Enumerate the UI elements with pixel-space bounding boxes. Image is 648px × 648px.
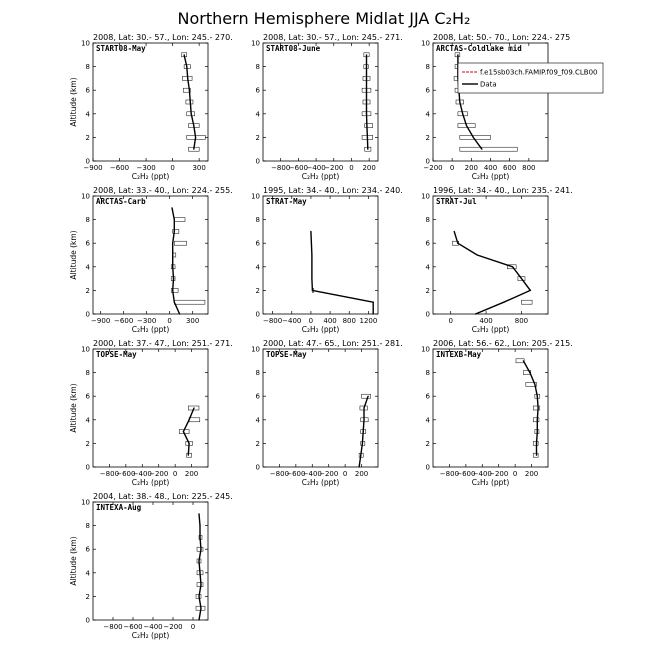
data-point [537, 419, 538, 420]
x-tick-label: −400 [302, 470, 322, 478]
panel-header: 2006, Lat: 56.- 62., Lon: 205.- 215. [433, 339, 573, 348]
y-axis-label: Altitude (km) [69, 383, 78, 433]
data-point [189, 90, 190, 91]
range-box [189, 418, 200, 422]
plot-frame [263, 43, 378, 161]
x-tick-label: −600 [288, 164, 309, 172]
data-line [311, 231, 373, 314]
x-tick-label: 200 [464, 164, 479, 172]
plot-frame [93, 349, 208, 467]
data-point [366, 78, 367, 79]
legend [458, 63, 603, 93]
x-tick-label: 200 [184, 470, 199, 478]
x-tick-label: −400 [306, 164, 326, 172]
panel-header: 2008, Lat: 50.- 70., Lon: 224.- 275 [433, 33, 571, 42]
x-tick-label: −200 [149, 470, 169, 478]
range-box [365, 124, 373, 128]
plot-frame [93, 196, 208, 314]
range-box [186, 100, 193, 104]
y-tick-label: 0 [425, 310, 430, 319]
x-tick-label: −600 [123, 623, 143, 631]
y-tick-label: 8 [85, 216, 90, 225]
plot-frame [433, 196, 548, 314]
y-tick-label: 10 [81, 39, 90, 48]
y-tick-label: 8 [425, 216, 430, 225]
x-tick-label: −200 [324, 164, 344, 172]
x-tick-label: −800 [262, 317, 283, 325]
x-axis-label: C₂H₂ (ppt) [471, 325, 510, 334]
x-tick-label: −400 [472, 470, 492, 478]
data-point [198, 596, 199, 597]
data-point [481, 149, 482, 150]
panel-label: TOPSE-May [266, 350, 307, 359]
data-point [193, 149, 194, 150]
y-tick-label: 6 [255, 86, 260, 95]
data-point [363, 431, 364, 432]
x-tick-label: −800 [271, 164, 291, 172]
data-point [529, 372, 530, 373]
data-point [199, 525, 200, 526]
data-point [473, 137, 474, 138]
data-point [538, 407, 539, 408]
plot-frame [93, 502, 208, 620]
data-line [454, 231, 530, 314]
panel-6 [421, 186, 573, 334]
x-tick-label: 800 [514, 317, 529, 325]
x-tick-label: −600 [109, 164, 130, 172]
y-tick-label: 2 [425, 286, 430, 295]
data-point [367, 137, 368, 138]
data-line [172, 208, 180, 314]
data-point [190, 101, 191, 102]
y-tick-label: 4 [85, 263, 90, 272]
data-point [191, 113, 192, 114]
x-axis-label: C₂H₂ (ppt) [301, 478, 340, 487]
data-point [172, 254, 173, 255]
x-tick-label: −200 [423, 164, 443, 172]
data-point [172, 290, 173, 291]
x-tick-label: −900 [83, 164, 103, 172]
panel-header: 2008, Lat: 30.- 57., Lon: 245.- 270. [93, 33, 233, 42]
x-tick-label: 200 [354, 470, 369, 478]
range-box [533, 418, 539, 422]
data-point [189, 419, 190, 420]
data-point [503, 302, 504, 303]
range-box [521, 300, 532, 304]
x-tick-label: −200 [489, 470, 509, 478]
y-tick-label: 8 [85, 369, 90, 378]
x-tick-label: 400 [483, 164, 498, 172]
data-point [310, 231, 311, 232]
data-point [367, 149, 368, 150]
x-tick-label: −600 [456, 470, 476, 478]
y-tick-label: 2 [85, 286, 90, 295]
data-point [311, 266, 312, 267]
y-tick-label: 10 [421, 192, 430, 201]
panel-grid [69, 33, 603, 640]
data-point [523, 360, 524, 361]
y-tick-label: 4 [425, 110, 430, 119]
data-point [193, 125, 194, 126]
x-axis-label: C₂H₂ (ppt) [131, 172, 170, 181]
data-point [200, 608, 201, 609]
panel-header: 2008, Lat: 30.- 57., Lon: 245.- 271. [263, 33, 403, 42]
panel-label: TOPSE-May [96, 350, 137, 359]
panel-7 [69, 339, 233, 487]
x-tick-label: −400 [143, 623, 163, 631]
data-point [184, 54, 185, 55]
data-point [462, 113, 463, 114]
y-tick-label: 4 [255, 110, 260, 119]
x-tick-label: 0 [512, 470, 518, 478]
y-tick-label: 8 [255, 216, 260, 225]
x-tick-label: 0 [170, 164, 175, 172]
x-tick-label: −800 [269, 470, 290, 478]
panel-label: INTEXA-Aug [96, 503, 142, 512]
x-tick-label: −800 [439, 470, 460, 478]
x-tick-label: 300 [192, 164, 206, 172]
data-point [179, 313, 180, 314]
panel-header: 2000, Lat: 47.- 65., Lon: 251.- 281. [263, 339, 403, 348]
plot-frame [433, 43, 548, 161]
data-point [475, 313, 476, 314]
data-point [198, 513, 199, 514]
data-point [366, 90, 367, 91]
y-tick-label: 8 [255, 63, 260, 72]
panel-header: 2004, Lat: 38.- 48., Lon: 225.- 245. [93, 492, 233, 501]
y-tick-label: 8 [255, 369, 260, 378]
panel-8 [251, 339, 403, 487]
x-tick-label: 800 [522, 164, 536, 172]
panel-label: START08-June [266, 44, 321, 53]
y-tick-label: 0 [425, 157, 430, 166]
y-tick-label: 0 [255, 157, 260, 166]
x-tick-label: −600 [114, 317, 134, 325]
panel-label: ARCTAS-Carb [96, 197, 146, 206]
plot-frame [433, 349, 548, 467]
y-tick-label: 4 [425, 416, 430, 425]
data-point [373, 302, 374, 303]
x-tick-label: 1200 [359, 317, 378, 325]
panel-header: 1995, Lat: 34.- 40., Lon: 234.- 240. [263, 186, 403, 195]
y-tick-label: 4 [85, 110, 90, 119]
data-point [360, 455, 361, 456]
x-axis-label: C₂H₂ (ppt) [131, 478, 170, 487]
y-tick-label: 6 [425, 86, 430, 95]
y-tick-label: 6 [85, 545, 90, 554]
data-point [366, 113, 367, 114]
panel-5 [251, 186, 403, 334]
data-point [311, 254, 312, 255]
data-point [521, 278, 522, 279]
x-axis-label: C₂H₂ (ppt) [131, 325, 170, 334]
range-box [197, 547, 203, 551]
range-box [533, 441, 538, 445]
x-axis-label: C₂H₂ (ppt) [301, 172, 340, 181]
data-point [188, 455, 189, 456]
data-point [172, 266, 173, 267]
y-tick-label: 0 [85, 310, 90, 319]
data-point [457, 54, 458, 55]
data-point [311, 278, 312, 279]
panel-label: ARCTAS-Coldlake mid [436, 44, 522, 53]
panel-9 [421, 339, 573, 487]
y-tick-label: 6 [255, 239, 260, 248]
x-tick-label: 200 [362, 164, 376, 172]
range-box [187, 453, 192, 457]
plot-frame [263, 196, 378, 314]
range-box [362, 394, 371, 398]
panel-label: STRAT-Jul [436, 197, 477, 206]
data-point [173, 278, 174, 279]
legend-data-label: Data [480, 80, 497, 89]
x-tick-label: 0 [342, 470, 348, 478]
y-tick-label: 0 [255, 463, 260, 472]
data-point [199, 537, 200, 538]
y-tick-label: 10 [81, 345, 90, 354]
data-point [311, 243, 312, 244]
y-tick-label: 4 [85, 569, 90, 578]
x-tick-label: 600 [502, 164, 517, 172]
x-tick-label: −900 [91, 317, 111, 325]
x-tick-label: 200 [524, 470, 539, 478]
legend-model-label: f.e15sb03ch.FAMIP.f09_f09.CLB00 [480, 68, 598, 77]
x-tick-label: 0 [449, 164, 455, 172]
data-point [199, 572, 200, 573]
plot-frame [263, 349, 378, 467]
x-axis-label: C₂H₂ (ppt) [131, 631, 170, 640]
y-tick-label: 6 [425, 239, 430, 248]
data-point [366, 54, 367, 55]
range-box [174, 241, 186, 245]
y-tick-label: 6 [85, 392, 90, 401]
x-tick-label: 0 [308, 317, 314, 325]
y-tick-label: 6 [425, 392, 430, 401]
data-point [537, 431, 538, 432]
panel-header: 2000, Lat: 37.- 47., Lon: 251.- 271. [93, 339, 233, 348]
x-tick-label: −400 [132, 470, 152, 478]
data-point [195, 137, 196, 138]
panel-header: 1996, Lat: 34.- 40., Lon: 235.- 241. [433, 186, 573, 195]
legend-box [458, 63, 603, 93]
data-point [198, 560, 199, 561]
y-tick-label: 10 [421, 39, 430, 48]
x-tick-label: −600 [286, 470, 306, 478]
data-point [171, 207, 172, 208]
data-point [172, 243, 173, 244]
data-point [312, 290, 313, 291]
data-point [373, 313, 374, 314]
x-tick-label: 0 [190, 623, 196, 631]
data-point [512, 266, 513, 267]
y-tick-label: 6 [255, 392, 260, 401]
x-axis-label: C₂H₂ (ppt) [471, 172, 510, 181]
y-tick-label: 2 [85, 592, 90, 601]
y-tick-label: 8 [85, 63, 90, 72]
x-tick-label: 0 [172, 470, 178, 478]
panel-label: INTEXB-May [436, 350, 482, 359]
y-axis-label: Altitude (km) [69, 536, 78, 586]
panel-4 [69, 186, 233, 334]
data-point [536, 455, 537, 456]
x-tick-label: −400 [282, 317, 302, 325]
data-point [189, 443, 190, 444]
x-tick-label: 0 [349, 164, 354, 172]
y-tick-label: 0 [85, 463, 90, 472]
x-tick-label: −200 [163, 623, 183, 631]
data-point [536, 443, 537, 444]
y-tick-label: 10 [81, 498, 90, 507]
y-tick-label: 10 [421, 345, 430, 354]
y-tick-label: 0 [425, 463, 430, 472]
y-tick-label: 10 [251, 345, 260, 354]
range-box [174, 300, 205, 304]
range-box [460, 147, 518, 151]
range-box [197, 583, 203, 587]
data-point [200, 549, 201, 550]
x-tick-label: 800 [342, 317, 356, 325]
data-point [368, 396, 369, 397]
x-tick-label: −300 [137, 317, 157, 325]
y-tick-label: 0 [85, 616, 90, 625]
x-axis-label: C₂H₂ (ppt) [471, 478, 510, 487]
data-point [193, 407, 194, 408]
x-tick-label: 400 [323, 317, 337, 325]
data-line [523, 361, 538, 455]
data-point [359, 466, 360, 467]
x-tick-label: −200 [319, 470, 339, 478]
y-axis-label: Altitude (km) [69, 230, 78, 280]
data-point [187, 78, 188, 79]
x-tick-label: 300 [185, 317, 200, 325]
panel-label: STRAT-May [266, 197, 307, 206]
y-tick-label: 4 [255, 263, 260, 272]
data-point [174, 302, 175, 303]
panel-1 [69, 33, 233, 181]
y-tick-label: 6 [85, 86, 90, 95]
data-point [366, 125, 367, 126]
data-point [363, 407, 364, 408]
data-line [183, 408, 194, 455]
data-point [174, 231, 175, 232]
panel-10 [69, 492, 233, 640]
range-box [533, 453, 538, 457]
y-tick-label: 4 [255, 416, 260, 425]
panel-header: 2008, Lat: 33.- 40., Lon: 224.- 255. [93, 186, 233, 195]
x-tick-label: −600 [116, 470, 136, 478]
data-point [362, 443, 363, 444]
data-point [537, 396, 538, 397]
data-point [454, 231, 455, 232]
data-point [459, 101, 460, 102]
panel-label: START08-May [96, 44, 146, 53]
y-tick-label: 2 [255, 133, 260, 142]
data-point [457, 243, 458, 244]
data-point [186, 66, 187, 67]
y-tick-label: 10 [251, 192, 260, 201]
x-tick-label: 0 [167, 317, 172, 325]
y-axis-label: Altitude (km) [69, 77, 78, 127]
x-axis-label: C₂H₂ (ppt) [301, 325, 340, 334]
data-point [183, 431, 184, 432]
panel-2 [251, 33, 403, 181]
x-tick-label: −800 [99, 470, 120, 478]
data-point [466, 125, 467, 126]
y-tick-label: 10 [251, 39, 260, 48]
y-tick-label: 6 [85, 239, 90, 248]
y-tick-label: 0 [255, 310, 260, 319]
data-point [477, 254, 478, 255]
y-tick-label: 2 [255, 286, 260, 295]
data-line [199, 514, 201, 620]
y-tick-label: 8 [425, 63, 430, 72]
figure-title: Northern Hemisphere Midlat JJA C₂H₂ [177, 9, 471, 28]
y-tick-label: 2 [85, 133, 90, 142]
data-point [366, 101, 367, 102]
data-point [363, 419, 364, 420]
y-tick-label: 4 [425, 263, 430, 272]
x-tick-label: −800 [103, 623, 123, 631]
y-tick-label: 10 [81, 192, 90, 201]
x-tick-label: 400 [479, 317, 493, 325]
data-point [198, 619, 199, 620]
y-tick-label: 2 [425, 439, 430, 448]
y-tick-label: 8 [425, 369, 430, 378]
panel-3 [421, 33, 603, 181]
y-tick-label: 2 [85, 439, 90, 448]
y-tick-label: 8 [85, 522, 90, 531]
y-tick-label: 2 [255, 439, 260, 448]
range-box [174, 218, 185, 222]
y-tick-label: 2 [425, 133, 430, 142]
x-tick-label: 0 [448, 317, 453, 325]
data-point [366, 66, 367, 67]
data-point [200, 584, 201, 585]
data-point [174, 219, 175, 220]
x-tick-label: −300 [136, 164, 156, 172]
y-tick-label: 0 [85, 157, 90, 166]
data-point [534, 384, 535, 385]
data-point [530, 290, 531, 291]
y-tick-label: 4 [85, 416, 90, 425]
